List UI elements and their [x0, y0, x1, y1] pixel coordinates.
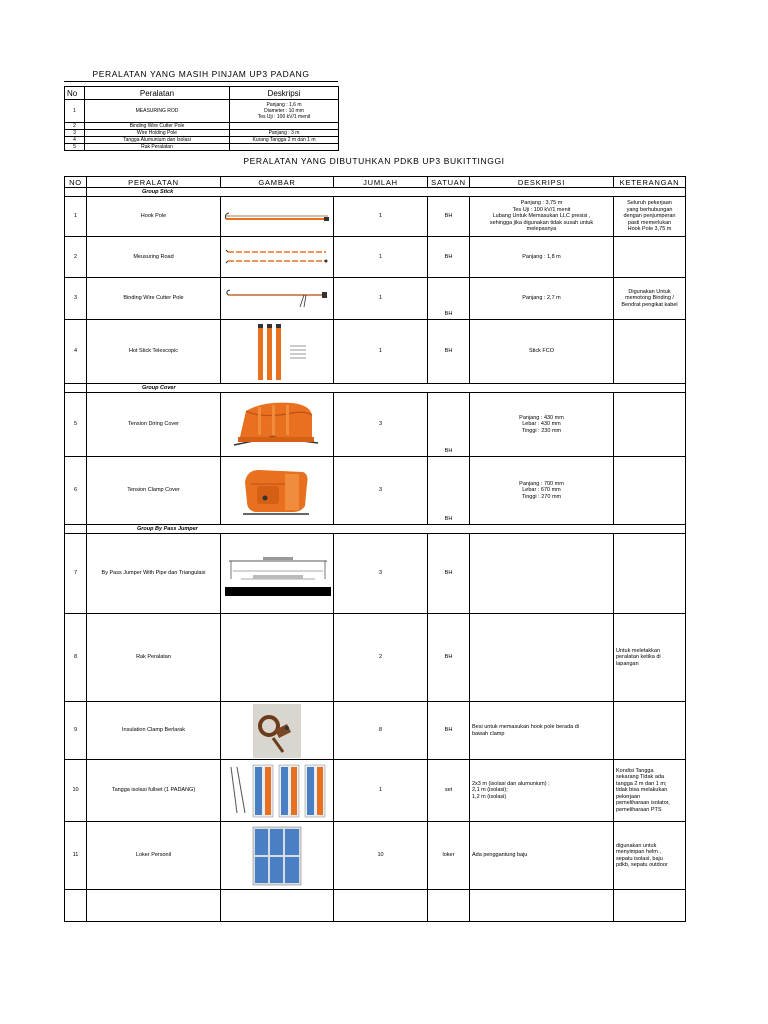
cell-no: 7: [65, 534, 87, 614]
cell-no: 5: [65, 393, 87, 457]
desc-line: 2,1 m (isolasi);: [472, 787, 508, 794]
cell-jumlah: 1: [334, 197, 428, 237]
note-line: Kondisi Tangga: [616, 767, 654, 774]
note-line: peralatan ketika di: [616, 654, 661, 661]
cell-deskripsi: Panjang : 2,7 m: [470, 278, 614, 320]
cell-satuan: BH: [428, 278, 470, 320]
note-line: menyimpan helm ,: [616, 849, 661, 855]
cell-no: 9: [65, 702, 87, 760]
cell-no: 6: [65, 457, 87, 525]
cell-peralatan: MEASURING ROD: [85, 100, 230, 123]
desc-line: Lebar : 670 mm: [522, 487, 561, 494]
cell-deskripsi: [470, 197, 614, 237]
cell-satuan: BH: [428, 393, 470, 457]
group-label: Group By Pass Jumper: [87, 525, 334, 534]
cell-jumlah: 1: [334, 278, 428, 320]
header-no: No: [65, 87, 85, 100]
bypass-jumper-image: [221, 534, 334, 614]
cell-keterangan: [614, 197, 686, 237]
cell-peralatan: Loker Personil: [87, 822, 221, 890]
note-line: pasti memerlukan: [627, 219, 672, 226]
cell-deskripsi: Panjang : 3 m: [230, 130, 339, 137]
note-line: tidak bisa melakukan: [616, 787, 668, 794]
note-line: pemeliharaan PTS: [616, 806, 662, 813]
table-row: [65, 760, 686, 822]
desc-line: Lubang Untuk Memasukan LLC presisi ,: [492, 213, 591, 220]
empty-image-cell: [221, 614, 334, 702]
desc-line: Panjang : 700 mm: [519, 480, 564, 487]
cell-deskripsi: [470, 760, 614, 822]
cell-peralatan: Tangga Alumunium dan Isolasi: [85, 137, 230, 144]
cell-no: 5: [65, 144, 85, 151]
cell-keterangan: [614, 822, 686, 890]
cell-jumlah: 3: [334, 534, 428, 614]
note-line: pdkb, sepatu outdoor: [616, 862, 668, 868]
note-line: sepatu isolasi, baju: [616, 855, 663, 862]
header-satuan: SATUAN: [428, 177, 470, 188]
table-row: [65, 144, 339, 151]
cell-deskripsi: [470, 702, 614, 760]
cell-satuan: BH: [428, 614, 470, 702]
cell-peralatan: Meusuring Road: [87, 237, 221, 278]
note-line: Untuk meletakkan: [616, 647, 661, 654]
header-gambar: GAMBAR: [221, 177, 334, 188]
cell-jumlah: 8: [334, 702, 428, 760]
cell-jumlah: 10: [334, 822, 428, 890]
desc-line: Tes Uji : 100 kV/1 menit: [512, 206, 571, 213]
note-line: tangga 2 m dan 1 m;: [616, 780, 667, 787]
cell-peralatan: By Pass Jumper With Pipe dan Triangulasi: [87, 534, 221, 614]
header-keterangan: KETERANGAN: [614, 177, 686, 188]
header-jumlah: JUMLAH: [334, 177, 428, 188]
table-row: [65, 393, 686, 457]
cell-no: 4: [65, 320, 87, 384]
table-row: [65, 702, 686, 760]
cell-peralatan: Tension Clamp Cover: [87, 457, 221, 525]
cell-peralatan: Binding Wire Cutter Pole: [85, 123, 230, 130]
cell-satuan: BH: [428, 534, 470, 614]
table1-title: PERALATAN YANG MASIH PINJAM UP3 PADANG: [64, 69, 338, 82]
cell-peralatan: Rak Peralatan: [85, 144, 230, 151]
cell-jumlah: 1: [334, 760, 428, 822]
group-row: [65, 525, 686, 534]
cell-deskripsi: [230, 100, 339, 123]
cell-satuan: BH: [428, 702, 470, 760]
note-line: Digunakan Untuk: [628, 288, 671, 295]
cell-no: 3: [65, 130, 85, 137]
table-row: [65, 320, 686, 384]
table-row: [65, 100, 339, 123]
group-label: Group Cover: [87, 384, 334, 393]
cell-deskripsi: [470, 457, 614, 525]
locker-image: [221, 822, 334, 890]
cell-keterangan: [614, 614, 686, 702]
cell-satuan: BH: [428, 237, 470, 278]
cell-peralatan: Tension Diring Cover: [87, 393, 221, 457]
note-line: memotong Binding /: [625, 295, 674, 302]
group-row: [65, 384, 686, 393]
cell-no: 2: [65, 237, 87, 278]
cell-no: 10: [65, 760, 87, 822]
cell-no: 4: [65, 137, 85, 144]
desc-line: 2x3 m (isolasi dan alumunium) ;: [472, 780, 550, 787]
clamp-cover-image: [221, 457, 334, 525]
cell-no: 2: [65, 123, 85, 130]
cell-keterangan: [614, 320, 686, 384]
cutter-pole-image: [221, 278, 334, 320]
cell-satuan: BH: [428, 320, 470, 384]
tension-cover-image: [221, 393, 334, 457]
cell-jumlah: 2: [334, 614, 428, 702]
note-line: Hook Pole 3,75 m: [627, 226, 672, 233]
table-row: [65, 822, 686, 890]
cell-keterangan: [614, 534, 686, 614]
desc-line: Panjang : 3,75 m: [520, 200, 563, 207]
cell-satuan: BH: [428, 197, 470, 237]
cell-no: 1: [65, 197, 87, 237]
desc-line: Lebar : 430 mm: [522, 421, 561, 428]
note-line: sekarang Tidak ada: [616, 774, 665, 781]
empty-row: [65, 890, 686, 922]
cell-peralatan: Tangga isolasi fullset (1 PADANG): [87, 760, 221, 822]
table-row: [65, 614, 686, 702]
note-line: dengan penjumperan: [623, 213, 676, 220]
cell-keterangan: [614, 278, 686, 320]
header-no: NO: [65, 177, 87, 188]
cell-peralatan: Hot Stick Telescopic: [87, 320, 221, 384]
cell-deskripsi: Ada penggantung baju: [470, 822, 614, 890]
hook-pole-image: [221, 197, 334, 237]
cell-peralatan: Hook Pole: [87, 197, 221, 237]
cell-no: 1: [65, 100, 85, 123]
note-line: Bendrat pengikat kabel: [621, 301, 678, 308]
cell-deskripsi: [230, 123, 339, 130]
table-row: [65, 123, 339, 130]
desc-line: Panjang : 430 mm: [519, 414, 564, 421]
cell-keterangan: [614, 457, 686, 525]
cell-deskripsi: [470, 393, 614, 457]
cell-deskripsi: Kurang Tangga 2 m dan 1 m: [230, 137, 339, 144]
ladder-image: [221, 760, 334, 822]
desc-line: sehingga jika digunakan tidak susah untuk: [489, 219, 594, 226]
note-line: Seluruh pekerjaan: [627, 200, 672, 207]
header-deskripsi: DESKRIPSI: [470, 177, 614, 188]
cell-peralatan: Binding Wire Cutter Pole: [87, 278, 221, 320]
cell-no: 3: [65, 278, 87, 320]
group-row: [65, 188, 686, 197]
measuring-rod-image: [221, 237, 334, 278]
cell-no: 11: [65, 822, 87, 890]
cell-jumlah: 3: [334, 393, 428, 457]
cell-keterangan: [614, 237, 686, 278]
table-row: [65, 130, 339, 137]
table-row: [65, 137, 339, 144]
cell-deskripsi: [230, 144, 339, 151]
note-line: lapangan: [616, 660, 639, 667]
cell-satuan: set: [428, 760, 470, 822]
desc-line: Panjang : 1,6 m: [266, 102, 302, 108]
desc-line: Diameter : 10 mm: [264, 108, 304, 114]
header-peralatan: Peralatan: [85, 87, 230, 100]
header-deskripsi: Deskripsi: [230, 87, 339, 100]
table-row: [65, 237, 686, 278]
cell-deskripsi: Panjang : 1,8 m: [470, 237, 614, 278]
cell-no: 8: [65, 614, 87, 702]
group-label: Group Stick: [87, 188, 334, 197]
desc-line: melepasnya: [526, 226, 557, 233]
hot-stick-image: [221, 320, 334, 384]
table-header-row: [65, 87, 339, 100]
cell-keterangan: [614, 393, 686, 457]
desc-line: Tinggi : 230 mm: [521, 427, 562, 434]
required-equipment-table: [64, 176, 686, 922]
note-line: pekerjaan: [616, 793, 641, 800]
desc-line: Tinggi : 270 mm: [521, 493, 562, 500]
cell-deskripsi: [470, 614, 614, 702]
table-row: [65, 197, 686, 237]
cell-satuan: loker: [428, 822, 470, 890]
cell-deskripsi: Stick FCO: [470, 320, 614, 384]
cell-peralatan: Insulation Clamp Berlarak: [87, 702, 221, 760]
desc-line: Tes Uji : 100 kV/1 menit: [257, 114, 311, 120]
cell-keterangan: [614, 702, 686, 760]
cell-jumlah: 1: [334, 320, 428, 384]
cell-jumlah: 1: [334, 237, 428, 278]
table-row: [65, 457, 686, 525]
table-row: [65, 278, 686, 320]
desc-line: Besi untuk memasukan hook pole berada di: [472, 724, 580, 730]
cell-peralatan: Rak Peralatan: [87, 614, 221, 702]
note-line: digunakan untuk: [616, 842, 657, 849]
table-row: [65, 534, 686, 614]
cell-keterangan: [614, 760, 686, 822]
insulation-clamp-image: [221, 702, 334, 760]
cell-satuan: BH: [428, 457, 470, 525]
cell-peralatan: Wire Holding Pole: [85, 130, 230, 137]
table2-title: PERALATAN YANG DIBUTUHKAN PDKB UP3 BUKITTINGGI: [243, 156, 505, 166]
cell-jumlah: 3: [334, 457, 428, 525]
note-line: pemeliharaan isolator,: [616, 800, 670, 807]
table-header-row: [65, 177, 686, 188]
borrowed-equipment-table: [64, 86, 339, 151]
header-peralatan: PERALATAN: [87, 177, 221, 188]
note-line: yang berhubungan: [626, 206, 673, 213]
cell-deskripsi: [470, 534, 614, 614]
desc-line: 1,2 m (isolasi): [472, 793, 507, 800]
desc-line: bawah clamp: [472, 730, 505, 737]
